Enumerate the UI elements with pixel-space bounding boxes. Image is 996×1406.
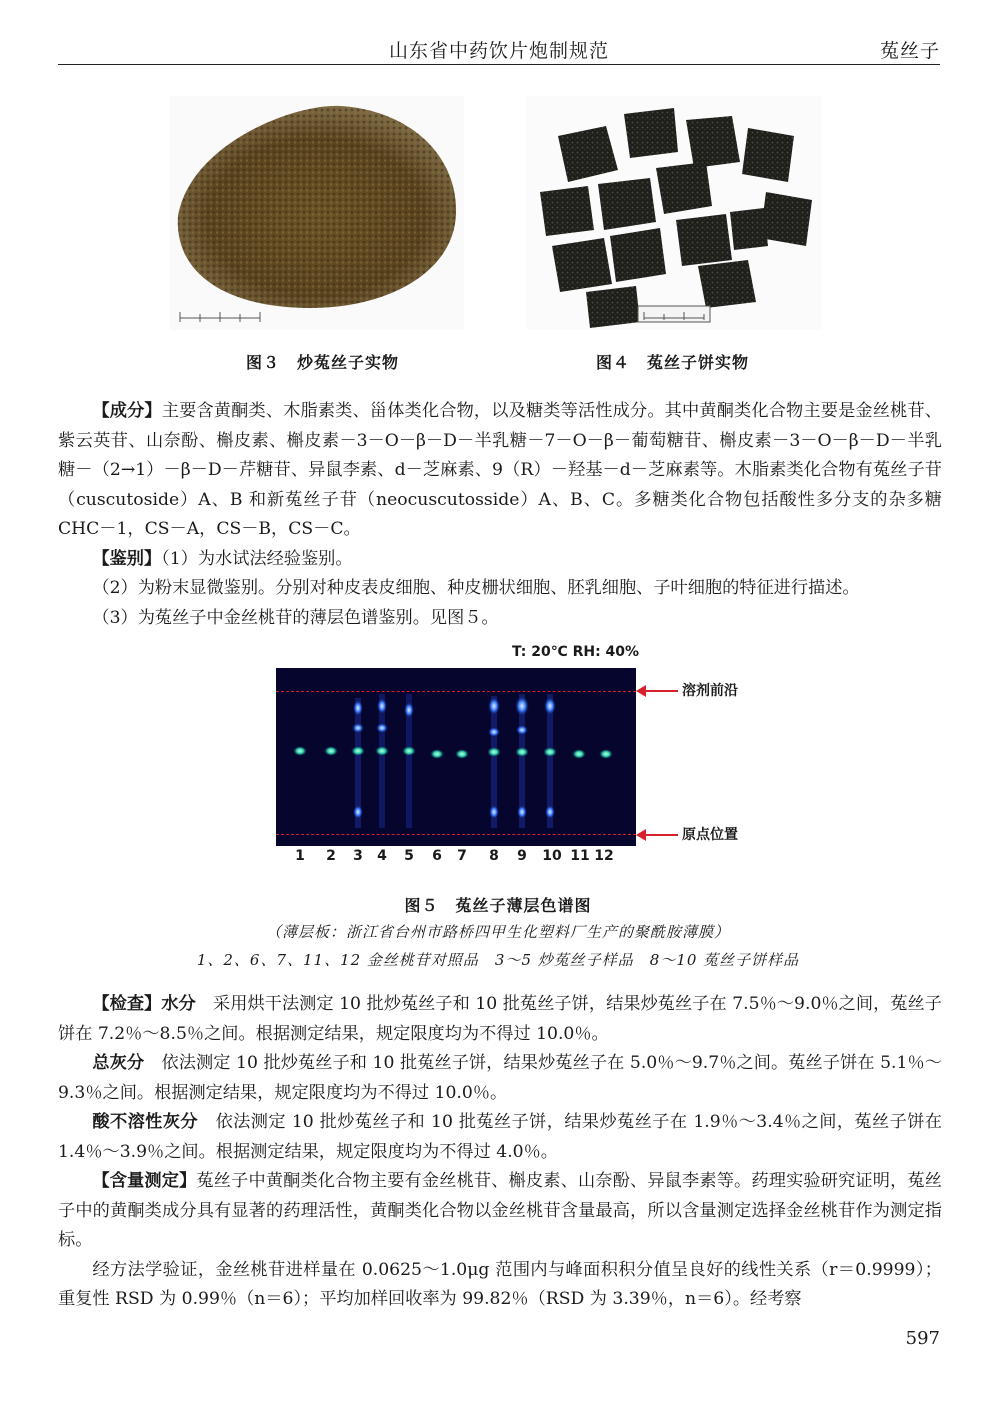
lane-number: 8 [489,848,499,864]
label-shuifen: 水分 [161,994,196,1014]
text-suanbu: 依法测定 10 批炒菟丝子和 10 批菟丝子饼，结果炒菟丝子在 1.9％～3.4％之间，菟丝子饼在 1.4％～3.9％之间。根据测定结果，规定限度均为不得过 4.0％。 [58,1112,942,1162]
tlc-conditions: T: 20℃ RH: 40% [512,644,640,660]
section-title: 菟丝子 [879,40,940,62]
text-block-lower [58,990,942,1315]
label-chengfen: 【成分】 [92,401,162,421]
text-shuifen: 采用烘干法测定 10 批炒菟丝子和 10 批菟丝子饼，结果炒菟丝子在 7.5％～9.0％之间，菟丝子饼在 7.2％～8.5％之间。根据测定结果，规定限度均为不得过 10.0％。 [58,994,942,1044]
lane-number: 6 [432,848,442,864]
tlc-plate [276,668,636,846]
lane-number: 9 [517,848,527,864]
solvent-front-line [276,691,636,692]
label-hanliang: 【含量测定】 [92,1171,197,1191]
label-jianbie: 【鉴别】 [92,548,162,569]
text-block-upper [58,397,942,633]
label-jiancha: 【检查】 [92,994,162,1014]
lane-number: 10 [542,848,562,864]
lane-number: 2 [326,848,336,864]
origin-arrow-icon [638,834,678,836]
paragraph-zonghuifen [58,1049,942,1108]
paragraph-jianbie [58,545,942,575]
book-title: 山东省中药饮片炮制规范 [388,40,609,62]
paragraph-hanliang [58,1167,942,1256]
solvent-front-label: 溶剂前沿 [682,683,738,699]
page-number: 597 [905,1328,940,1349]
solvent-front-arrow-icon [638,690,678,692]
text-jianbie-1: （1）为水试法经验鉴别。 [161,548,353,569]
tlc-figure [276,644,746,870]
fried-seed-photo [170,96,464,330]
lane-number: 5 [404,848,414,864]
origin-label: 原点位置 [682,827,738,843]
running-header [58,30,940,65]
lane-number: 4 [377,848,387,864]
lane-number: 11 [570,848,590,864]
lane-number: 1 [295,848,305,864]
label-zonghuifen: 总灰分 [92,1053,145,1073]
paragraph-yanzheng: 经方法学验证，金丝桃苷进样量在 0.0625～1.0μg 范围内与峰面积积分值呈良好的线性关系（r＝0.9999）；重复性 RSD 为 0.99％（n＝6）；平均加样回收率为 99.82％（RSD 为 3.39％，n＝6）。经考察 [58,1259,942,1309]
paragraph-chengfen [58,397,942,545]
figure-3-caption: 图３ 炒菟丝子实物 [246,353,400,372]
label-suanbu: 酸不溶性灰分 [92,1112,198,1132]
figure-4-caption: 图４ 菟丝子饼实物 [596,353,750,372]
text-chengfen: 主要含黄酮类、木脂素类、甾体类化合物，以及糖类等活性成分。其中黄酮类化合物主要是金丝桃苷、紫云英苷、山奈酚、槲皮素、槲皮素－3－O－β－D－半乳糖－7－O－β－葡萄糖苷、槲皮素－3－O－β－D－半乳糖－（2→1）－β－D－芹糖苷、异鼠李素、d－芝麻素、9（R）－羟基－d－芝麻素等。木脂素类化合物有菟丝子苷（cuscutoside）A、B 和新菟丝子苷（neocuscutosside）A、B、C。多糖类化合物包括酸性多分支的杂多糖 CHC－1，CS－A，CS－B，CS－C。 [58,401,942,539]
seed-cake-photo [526,96,822,330]
origin-line [276,834,636,835]
figure-5-plate-note: （薄层板：浙江省台州市路桥四甲生化塑料厂生产的聚酰胺薄膜） [265,923,730,941]
lane-number: 7 [457,848,467,864]
lane-number: 12 [594,848,614,864]
text-jianbie-2: （2）为粉末显微鉴别。分别对种皮表皮细胞、种皮栅状细胞、胚乳细胞、子叶细胞的特征进行描述。 [92,578,860,598]
figure-5-caption: 图５ 菟丝子薄层色谱图 [404,896,592,915]
paragraph-suanbu [58,1108,942,1167]
text-jianbie-3: （3）为菟丝子中金丝桃苷的薄层色谱鉴别。见图５。 [92,607,499,628]
paragraph-shuifen [58,990,942,1049]
text-zonghuifen: 依法测定 10 批炒菟丝子和 10 批菟丝子饼，结果炒菟丝子在 5.0％～9.7％之间。菟丝子饼在 5.1％～9.3％之间。根据测定结果，规定限度均为不得过 10.0％。 [58,1053,942,1103]
lane-number: 3 [353,848,363,864]
figure-5-lane-legend: 1、2、6、7、11、12 金丝桃苷对照品 3～5 炒菟丝子样品 8～10 菟丝子饼样品 [196,951,800,969]
text-hanliang: 菟丝子中黄酮类化合物主要有金丝桃苷、槲皮素、山奈酚、异鼠李素等。药理实验研究证明，菟丝子中的黄酮类成分具有显著的药理活性，黄酮类化合物以金丝桃苷含量最高，所以含量测定选择金丝桃苷作为测定指标。 [58,1171,942,1250]
lane-numbers [276,848,636,868]
